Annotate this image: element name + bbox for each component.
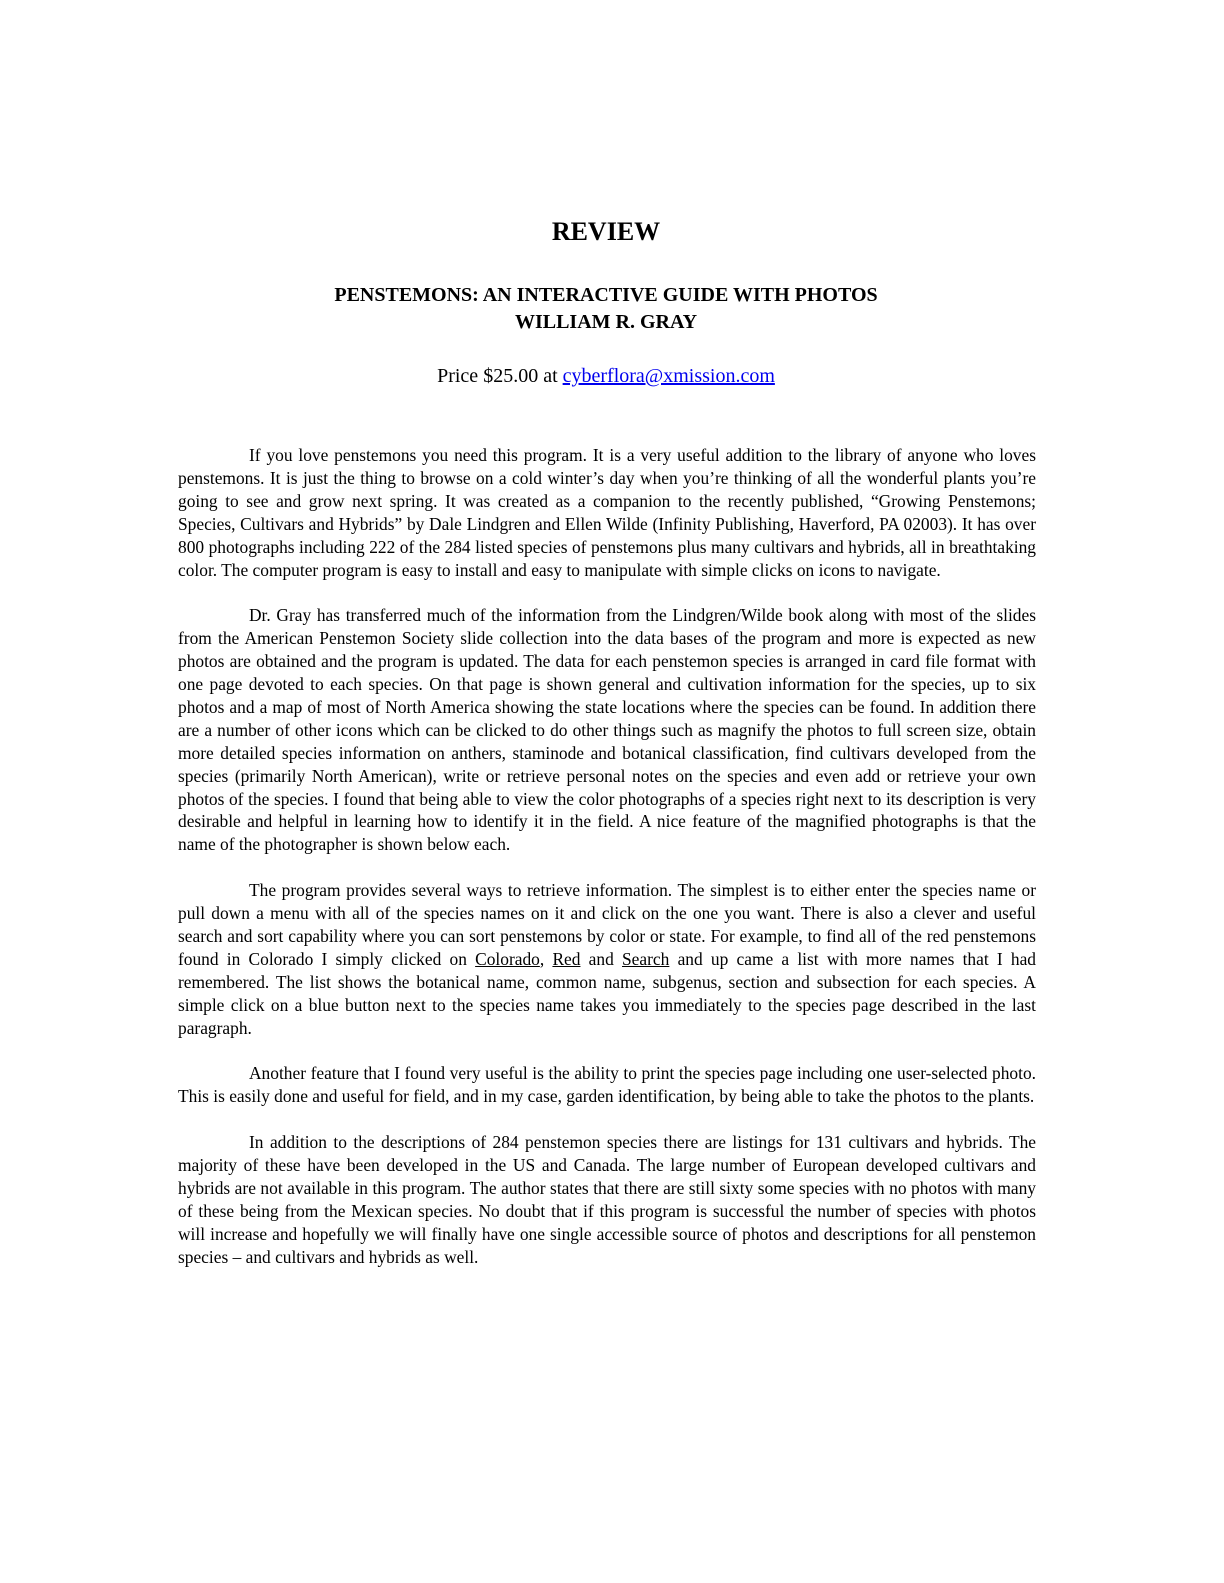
document-subtitle: [0, 282, 1212, 336]
subtitle-book-title: PENSTEMONS: AN INTERACTIVE GUIDE WITH PHOTOS: [334, 284, 878, 306]
paragraph-3: [178, 879, 1036, 1039]
price-text: Price $25.00 at: [437, 365, 563, 387]
document-title: REVIEW: [551, 217, 661, 246]
search-term: Search: [622, 948, 670, 969]
paragraph-1: If you love penstemons you need this program. It is a very useful addition to the library of anyone who loves penstemons. It is just the thing to browse on a cold winter’s day when you’re thinking of all the wonderful plants you’re going to see and grow next spring. It was created as a companion to the recently published, “Growing Penstemons; Species, Cultivars and Hybrids” by Dale Lindgren and Ellen Wilde (Infinity Publishing, Haverford, PA 02003). It has over 800 photographs including 222 of the 284 listed species of penstemons plus many cultivars and hybrids, all in breathtaking color. The computer program is easy to install and easy to manipulate with simple clicks on icons to navigate.: [178, 445, 1036, 580]
subtitle-author: WILLIAM R. GRAY: [514, 311, 698, 333]
paragraph-4: Another feature that I found very useful is the ability to print the species page including one user-selected photo. This is easily done and useful for field, and in my case, garden identification, by being able to take the photos to the plants.: [178, 1063, 1036, 1107]
price-line: [0, 362, 1212, 390]
paragraph-3-text-a: The program provides several ways to retrieve information. The simplest is to either enter the species name or pull down a menu with all of the species names on it and click on the one you want. There is also a clever and useful search and sort capability where you can sort penstemons by color or state. For example, to find all of the red penstemons found in Colorado I simply clicked on: [178, 880, 1036, 969]
colorado-term: Colorado: [475, 948, 540, 969]
paragraph-5: In addition to the descriptions of 284 penstemon species there are listings for 131 cultivars and hybrids. The majority of these have been developed in the US and Canada. The large number of European developed cultivars and hybrids are not available in this program. The author states that there are still sixty some species with no photos with many of these being from the Mexican species. No doubt that if this program is successful the number of species with photos will increase and hopefully we will finally have one single accessible source of photos and descriptions for all penstemon species – and cultivars and hybrids as well.: [178, 1132, 1036, 1267]
email-link[interactable]: cyberflora@xmission.com: [562, 365, 775, 387]
paragraph-2: Dr. Gray has transferred much of the information from the Lindgren/Wilde book along with most of the slides from the American Penstemon Society slide collection into the data bases of the program and more is expected as new photos are obtained and the program is updated. The data for each penstemon species is arranged in card file format with one page devoted to each species. On that page is shown general and cultivation information for the species, up to six photos and a map of most of North America showing the state locations where the species can be found. In addition there are a number of other icons which can be clicked to do other things such as magnify the photos to full screen size, obtain more detailed species information on anthers, staminode and botanical classification, find cultivars developed from the species (primarily North American), write or retrieve personal notes on the species and even add or retrieve your own photos of the species. I found that being able to view the color photographs of a species right next to its description is very desirable and helpful in learning how to identify it in the field. A nice feature of the magnified photographs is that the name of the photographer is shown below each.: [178, 605, 1036, 855]
review-body: [178, 444, 1036, 1269]
separator-1: ,: [539, 948, 553, 969]
paragraph-3-text-b: and up came a list with more names that I had remembered. The list shows the botanical name, common name, subgenus, section and subsection for each species. A simple click on a blue button next to the species name takes you immediately to the species page described in the last paragraph.: [178, 948, 1037, 1038]
separator-2: and: [580, 948, 623, 969]
red-term: Red: [552, 948, 581, 969]
